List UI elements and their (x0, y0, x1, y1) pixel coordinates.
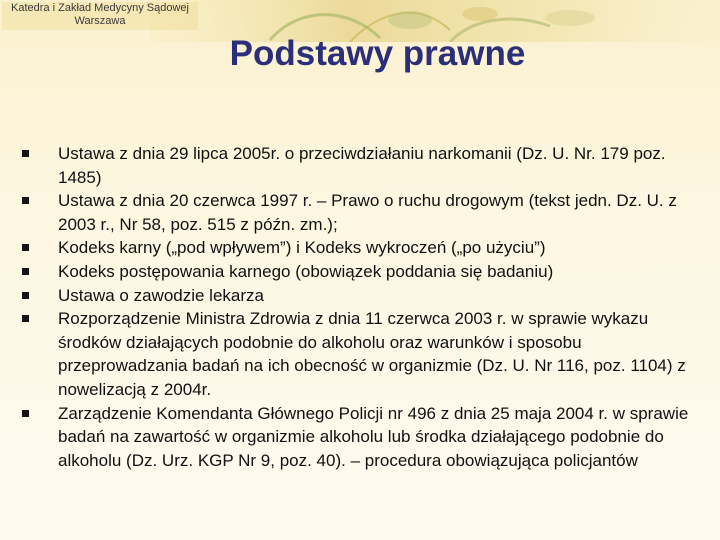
list-item-text: Ustawa o zawodzie lekarza (58, 285, 264, 305)
list-item (22, 307, 702, 401)
list-item (22, 260, 702, 284)
list-item (22, 236, 702, 260)
square-bullet-icon (22, 150, 29, 157)
square-bullet-icon (22, 292, 29, 299)
square-bullet-icon (22, 197, 29, 204)
list-item-text: Rozporządzenie Ministra Zdrowia z dnia 11 czerwca 2003 r. w sprawie wykazu środków działających podobnie do alkoholu oraz warunków i sposobu przeprowadzania badań na ich obecność w organizmie (Dz. U. Nr 116, poz. 1104) z nowelizacją z 2004r. (58, 309, 686, 399)
list-item (22, 142, 702, 189)
bullet-list (22, 142, 702, 472)
list-item (22, 284, 702, 308)
square-bullet-icon (22, 268, 29, 275)
list-item-text: Ustawa z dnia 29 lipca 2005r. o przeciwdziałaniu narkomanii (Dz. U. Nr. 179 poz. 1485) (58, 144, 666, 187)
list-item-text: Zarządzenie Komendanta Głównego Policji nr 496 z dnia 25 maja 2004 r. w sprawie badań na zawartość w organizmie alkoholu lub środka działającego podobnie do alkoholu (Dz. Urz. KGP Nr 9, poz. 40). – procedura obowiązująca policjantów (58, 403, 689, 470)
list-item (22, 189, 702, 236)
slide-title: Podstawy prawne (229, 34, 526, 73)
institution-name: Katedra i Zakład Medycyny Sądowej (11, 2, 189, 14)
square-bullet-icon (22, 244, 29, 251)
list-item-text: Kodeks karny („pod wpływem”) i Kodeks wykroczeń („po użyciu”) (58, 238, 546, 258)
institution-city: Warszawa (74, 15, 126, 27)
list-item-text: Kodeks postępowania karnego (obowiązek poddania się badaniu) (58, 261, 554, 281)
list-item (22, 402, 702, 473)
square-bullet-icon (22, 315, 29, 322)
list-item-text: Ustawa z dnia 20 czerwca 1997 r. – Prawo o ruchu drogowym (tekst jedn. Dz. U. z 2003 r., Nr 58, poz. 515 z późn. zm.); (58, 191, 677, 234)
institution-header (2, 2, 198, 30)
square-bullet-icon (22, 410, 29, 417)
